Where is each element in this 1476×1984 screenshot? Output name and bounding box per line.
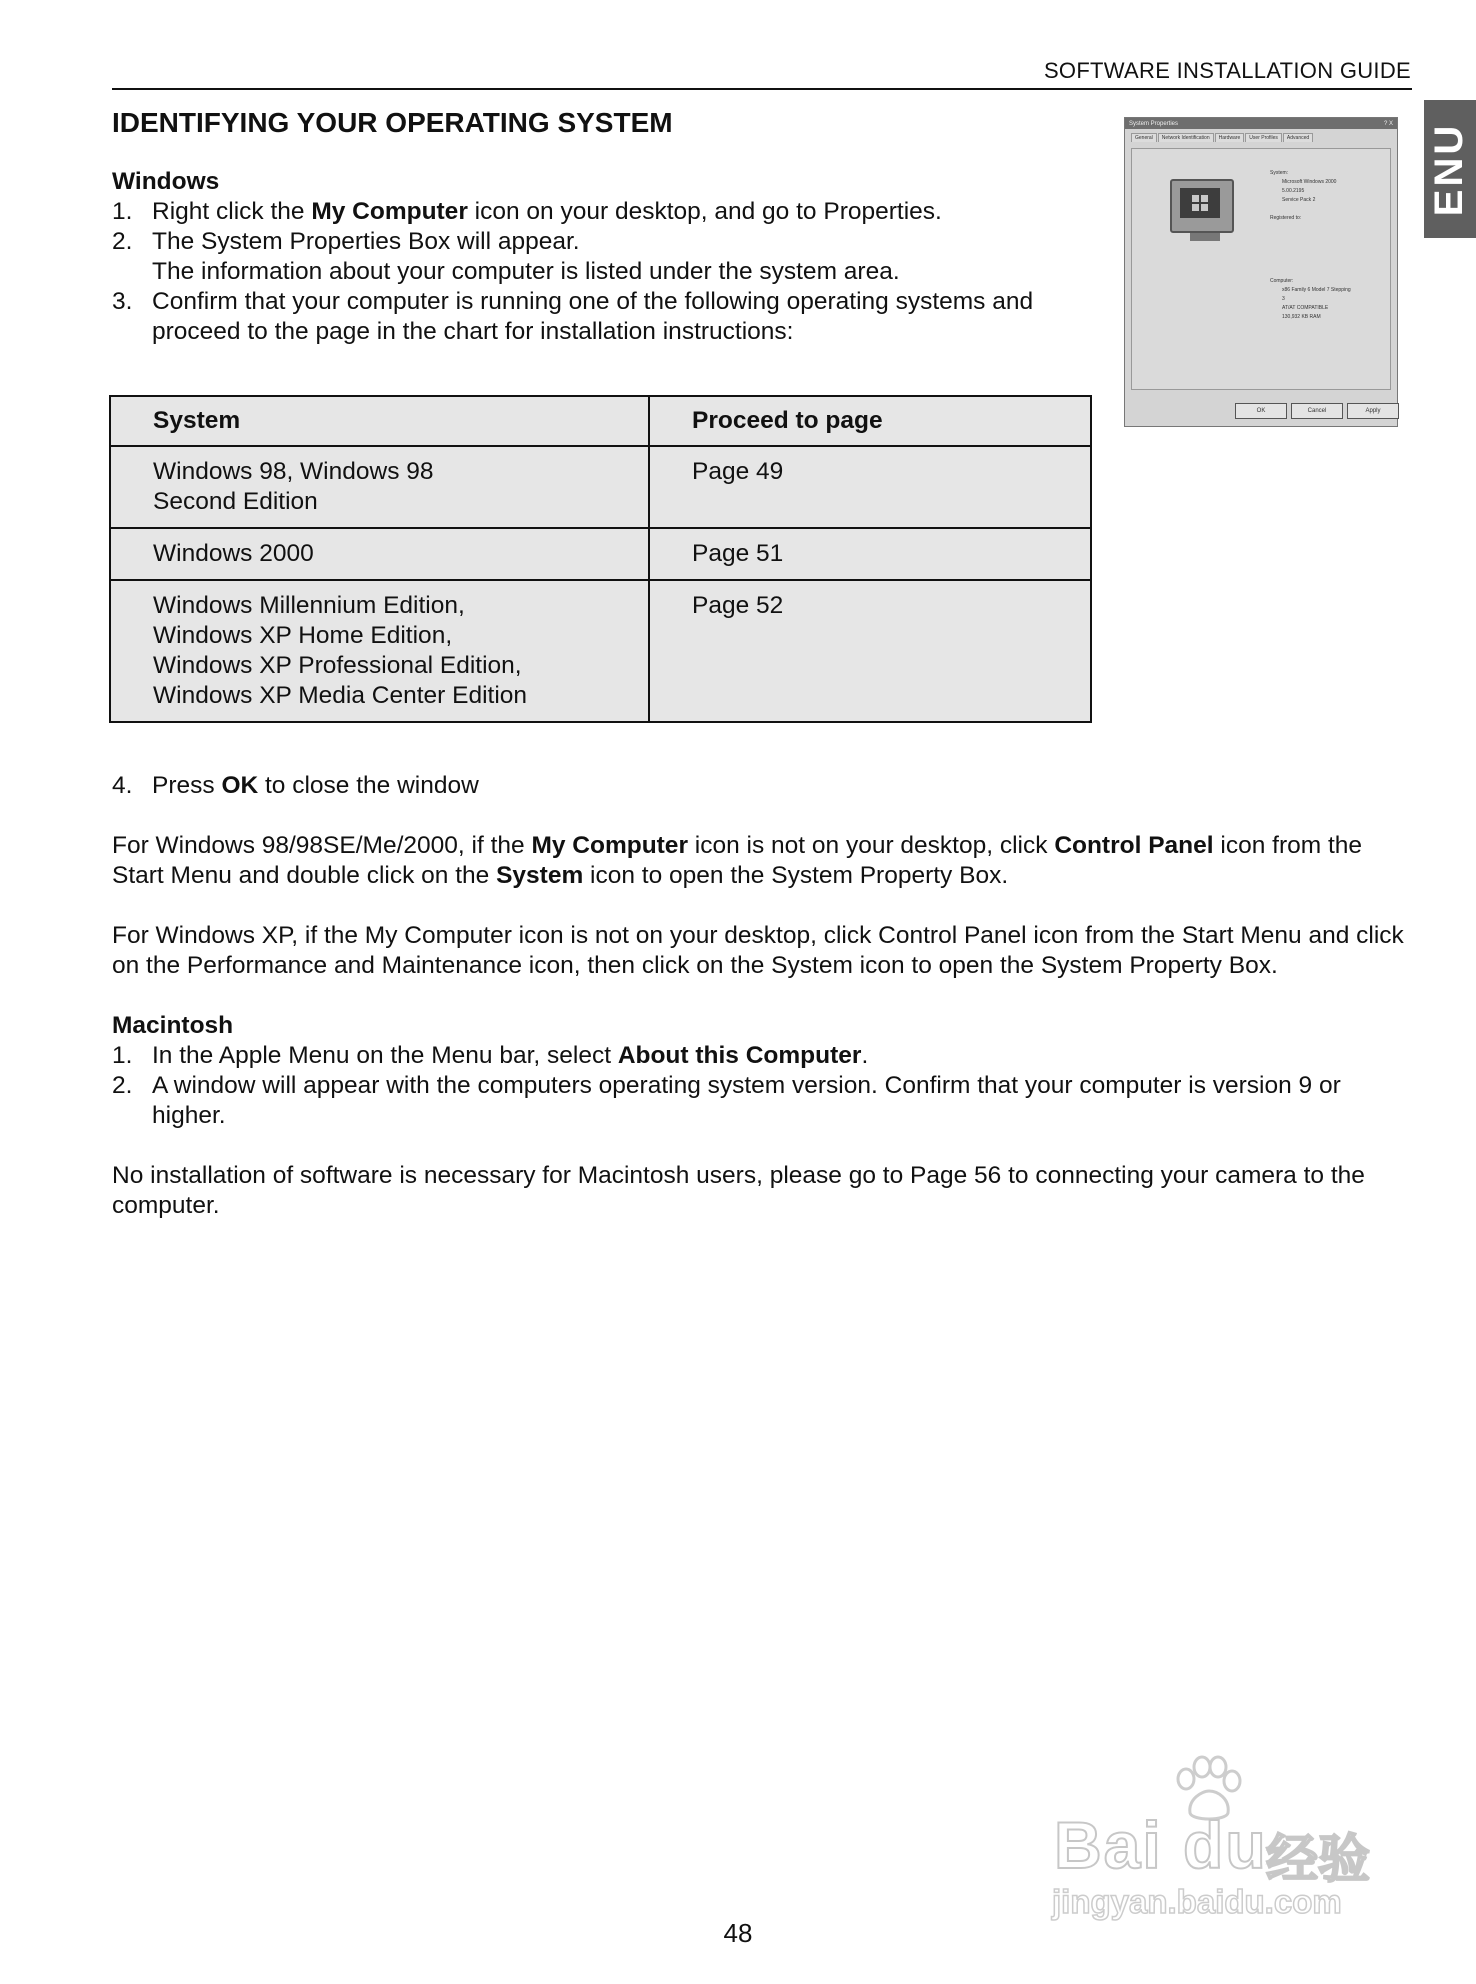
table-row [110,446,1091,528]
baidu-watermark [1046,1755,1386,1920]
language-tab-label: ENU [1427,122,1472,216]
table-cell-page: Page 52 [649,580,1091,722]
page-number: 48 [723,1918,753,1948]
table-cell-system: Windows 2000 [110,528,649,580]
header-rule [112,88,1412,90]
table-row [110,528,1091,580]
macintosh-steps [112,1041,1412,1131]
table-cell-system: Windows Millennium Edition, Windows XP Home Edition, Windows XP Professional Edition, Windows XP Media Center Edition [110,580,649,722]
watermark-brand: Bai du [1054,1808,1268,1882]
dialog-tab-profiles: User Profiles [1245,133,1282,142]
table-cell-page: Page 51 [649,528,1091,580]
windows-steps [112,197,1102,347]
macintosh-subheading: Macintosh [112,1012,234,1039]
dialog-tab-network: Network Identification [1158,133,1214,142]
dialog-tab-advanced: Advanced [1283,133,1313,142]
dialog-titlebar: System Properties ? X [1125,118,1397,129]
table-header-page: Proceed to page [649,396,1091,446]
computer-monitor-icon [1170,179,1234,233]
page-heading: IDENTIFYING YOUR OPERATING SYSTEM [112,107,673,138]
macintosh-step-2: 2. A window will appear with the computers operating system version. Confirm that your computer is version 9 or higher. [112,1072,1341,1129]
dialog-system-info: System: Microsoft Windows 2000 5.00.2195 Service Pack 2 Registered to: Computer: x86 Family 6 Model 7 Stepping 3 AT/AT COMPATIBLE 130,932 KB RAM [1270,170,1351,320]
windows-step-1: 1. Right click the My Computer icon on your desktop, and go to Properties. [112,198,942,225]
table-header-row [110,396,1091,446]
windows-step-4-list [112,771,1412,801]
windows-step-3: 3. Confirm that your computer is running one of the following operating systems and proceed to the page in the chart for installation instructions: [112,288,1034,345]
dialog-apply-button: Apply [1347,403,1399,419]
table-cell-system: Windows 98, Windows 98 Second Edition [110,446,649,528]
windows-step-4: 4. Press OK to close the window [112,772,479,799]
watermark-url: jingyan.baidu.com [1052,1883,1342,1920]
macintosh-step-1: 1. In the Apple Menu on the Menu bar, select About this Computer. [112,1042,869,1069]
watermark-chinese: 经验 [1266,1831,1371,1889]
paragraph-windows-xp: For Windows XP, if the My Computer icon is not on your desktop, click Control Panel icon from the Start Menu and click on the Performance and Maintenance icon, then click on the System icon to open the System Property Box. [112,922,1404,979]
dialog-cancel-button: Cancel [1291,403,1343,419]
paragraph-macintosh: No installation of software is necessary for Macintosh users, please go to Page 56 to connecting your camera to the computer. [112,1162,1365,1219]
windows-step-2: 2. The System Properties Box will appear. The information about your computer is listed under the system area. [112,228,900,285]
os-table [109,395,1092,723]
table-cell-page: Page 49 [649,446,1091,528]
table-row [110,580,1091,722]
language-tab [1424,100,1476,238]
windows-section [112,167,1102,347]
dialog-tabs [1125,129,1397,142]
monitor-stand [1190,233,1220,241]
dialog-tab-general: General [1131,133,1157,142]
dialog-ok-button: OK [1235,403,1287,419]
paragraph-windows-98: For Windows 98/98SE/Me/2000, if the My Computer icon is not on your desktop, click Control Panel icon from the Start Menu and double click on the System icon to open the System Property Box. [112,832,1363,889]
dialog-buttons [1235,403,1399,419]
running-header: SOFTWARE INSTALLATION GUIDE [1043,58,1411,83]
system-properties-screenshot [1124,117,1398,427]
dialog-panel [1131,148,1391,390]
table-header-system: System [110,396,649,446]
windows-subheading: Windows [112,168,220,195]
dialog-tab-hardware: Hardware [1215,133,1245,142]
